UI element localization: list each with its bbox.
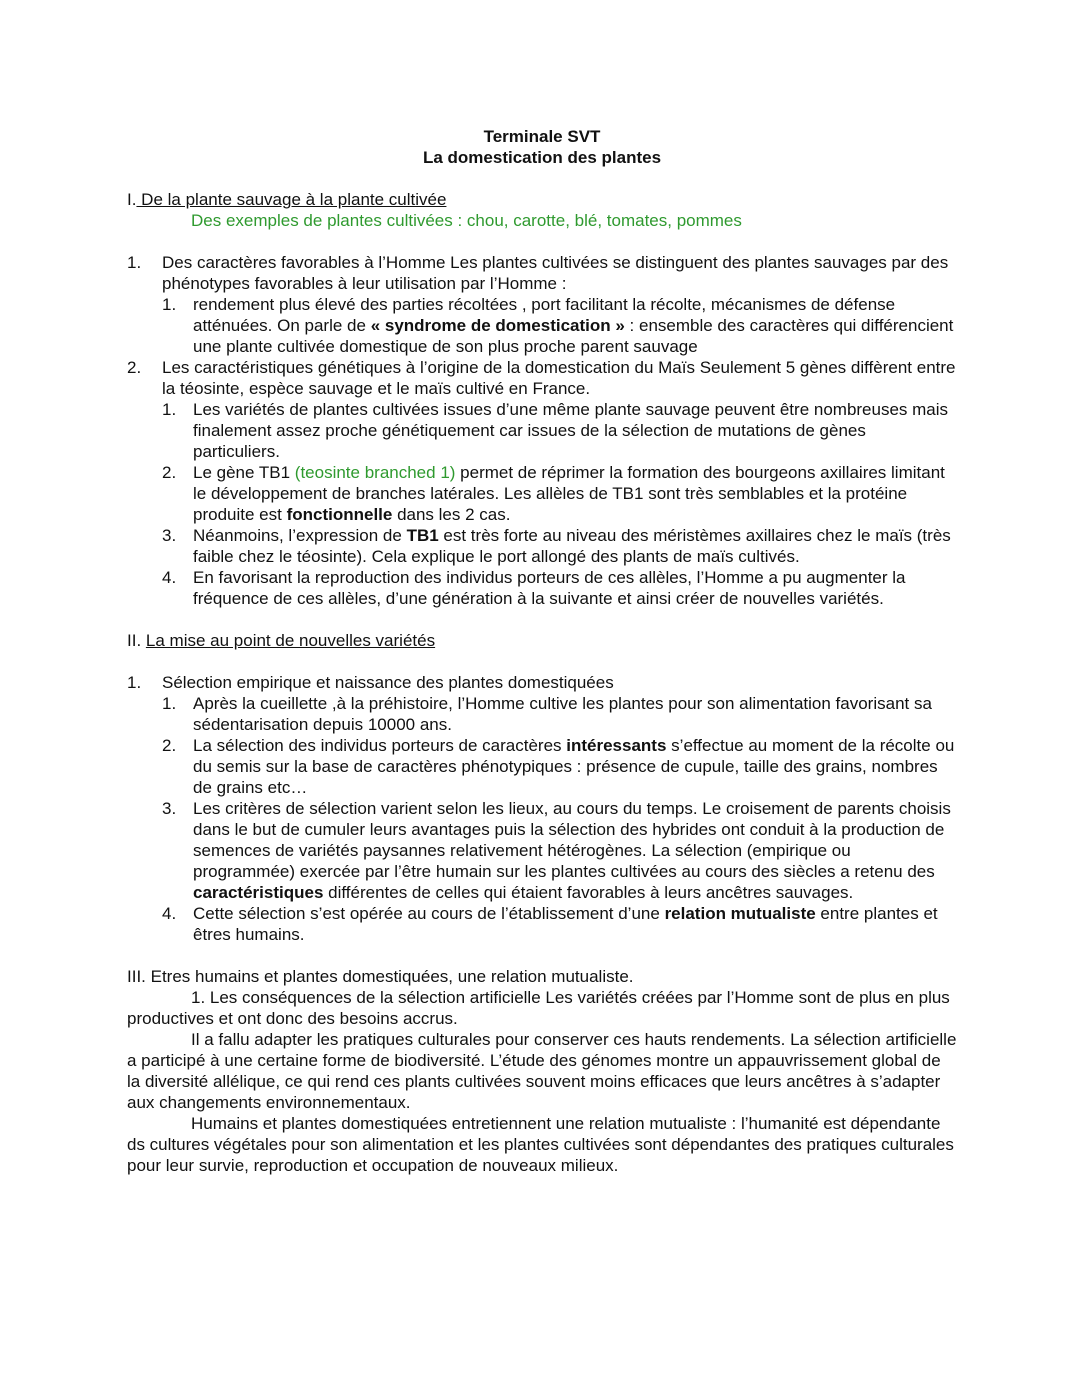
- s1-item-2-sub-3: 3. Néanmoins, l’expression de TB1 est très forte au niveau des méristèmes axillaires chez le maïs (très faible chez le téosinte). Cela explique le port allongé des plants de maïs cultivés.: [162, 526, 951, 566]
- document-title: Terminale SVT: [483, 127, 601, 146]
- s1-item-2-sub-2: 2. Le gène TB1 (teosinte branched 1) permet de réprimer la formation des bourgeons axillaires limitant le développement de branches latérales. Les allèles de TB1 sont très semblables et la protéine produite est fonctionnelle dans les 2 cas.: [162, 463, 945, 524]
- section-1-examples: Des exemples de plantes cultivées : chou, carotte, blé, tomates, pommes: [191, 211, 742, 230]
- document-page: [127, 126, 957, 1176]
- s1-item-1-sub-1: 1. rendement plus élevé des parties récoltées , port facilitant la récolte, mécanismes de défense atténuées. On parle de « syndrome de domestication » : ensemble des caractères qui différencient une plante cultivée domestique de son plus proche parent sauvage: [162, 295, 954, 356]
- s1-item-2: 2. Les caractéristiques génétiques à l’origine de la domestication du Maïs Seulement 5 gènes diffèrent entre la téosinte, espèce sauvage et le maïs cultivé en France.: [127, 358, 956, 398]
- s1-item-2-sub-1: 1. Les variétés de plantes cultivées issues d’une même plante sauvage peuvent être nombreuses mais finalement assez proche génétiquement car issues de la sélection de mutations de gènes particuliers.: [162, 400, 949, 461]
- s1-item-2-sub-4: 4. En favorisant la reproduction des individus porteurs de ces allèles, l’Homme a pu augmenter la fréquence de ces allèles, d’une génération à la suivante et ainsi créer de nouvelles variétés.: [162, 568, 906, 608]
- s2-item-1-sub-2: 2. La sélection des individus porteurs de caractères intéressants s’effectue au moment de la récolte ou du semis sur la base de caractères phénotypiques : présence de cupule, taille des grains, nombres de grains etc…: [162, 736, 955, 797]
- section-2-heading: II. La mise au point de nouvelles variétés: [127, 631, 436, 650]
- document-subtitle: La domestication des plantes: [422, 148, 662, 167]
- s2-item-1-sub-4: 4. Cette sélection s’est opérée au cours de l’établissement d’une relation mutualiste entre plantes et êtres humains.: [162, 904, 938, 944]
- section-3-paragraph-3: Humains et plantes domestiquées entretiennent une relation mutualiste : l’humanité est dépendante ds cultures végétales pour son alimentation et les plantes cultivées sont dépendantes des pratiques culturales pour leur survie, reproduction et occupation de nouveaux milieux.: [127, 1114, 954, 1175]
- s2-item-1-sub-3: 3. Les critères de sélection varient selon les lieux, au cours du temps. Le croisement de parents choisis dans le but de cumuler leurs avantages puis la sélection des hybrides ont conduit à la production de semences de variétés paysannes relativement hétérogènes. La sélection (empirique ou programmée) exercée par l’être humain sur les plantes cultivées au cours des siècles a retenu des caractéristiques différentes de celles qui étaient favorables à leurs ancêtres sauvages.: [162, 799, 951, 902]
- section-3-heading: III. Etres humains et plantes domestiquées, une relation mutualiste.: [127, 967, 634, 986]
- section-3-paragraph-2: Il a fallu adapter les pratiques culturales pour conserver ces hauts rendements. La sélection artificielle a participé à une certaine forme de biodiversité. L’étude des génomes montre un appauvrissement global de la diversité allélique, ce qui rend ces plants cultivées souvent moins efficaces que leurs ancêtres à s’adapter aux changements environnementaux.: [127, 1030, 957, 1112]
- s1-item-1: 1. Des caractères favorables à l’Homme Les plantes cultivées se distinguent des plantes sauvages par des phénotypes favorables à leur utilisation par l’Homme :: [127, 253, 949, 293]
- s2-item-1: 1. Sélection empirique et naissance des plantes domestiquées: [127, 673, 614, 692]
- section-3-paragraph-1: 1. Les conséquences de la sélection artificielle Les variétés créées par l’Homme sont de plus en plus productives et ont donc des besoins accrus.: [127, 988, 950, 1028]
- s2-item-1-sub-1: 1. Après la cueillette ,à la préhistoire, l’Homme cultive les plantes pour son alimentation favorisant sa sédentarisation depuis 10000 ans.: [162, 694, 932, 734]
- section-1-heading: I. De la plante sauvage à la plante cultivée: [127, 190, 447, 209]
